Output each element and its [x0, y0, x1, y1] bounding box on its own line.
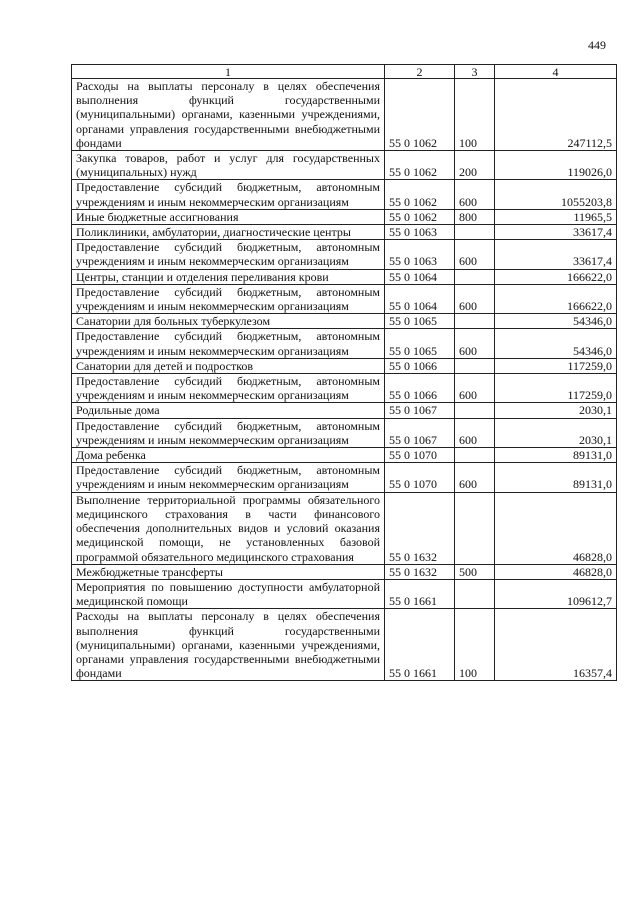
row-code-cell: 55 0 1067 — [385, 418, 455, 447]
table-row — [72, 579, 617, 608]
row-code-cell: 55 0 1062 — [385, 151, 455, 180]
row-type-cell — [455, 314, 495, 329]
table-row — [72, 492, 617, 564]
row-code-cell: 55 0 1063 — [385, 225, 455, 240]
row-type-cell: 600 — [455, 418, 495, 447]
row-amount-cell: 119026,0 — [495, 151, 617, 180]
table-row — [72, 374, 617, 403]
row-type-cell: 100 — [455, 79, 495, 151]
row-type-cell: 500 — [455, 564, 495, 579]
table-row — [72, 314, 617, 329]
row-amount-cell: 1055203,8 — [495, 180, 617, 209]
row-name-cell: Межбюджетные трансферты — [72, 564, 385, 579]
row-code-cell: 55 0 1661 — [385, 579, 455, 608]
row-amount-cell: 2030,1 — [495, 418, 617, 447]
row-code-cell: 55 0 1062 — [385, 79, 455, 151]
table-row — [72, 225, 617, 240]
row-name-cell: Мероприятия по повышению доступности амбулаторной медицинской помощи — [72, 579, 385, 608]
row-amount-cell: 54346,0 — [495, 329, 617, 358]
row-name-cell: Предоставление субсидий бюджетным, автономным учреждениям и иным некоммерческим организациям — [72, 180, 385, 209]
table-row — [72, 180, 617, 209]
row-code-cell: 55 0 1632 — [385, 564, 455, 579]
row-name-cell: Центры, станции и отделения переливания крови — [72, 269, 385, 284]
header-col-2: 2 — [385, 65, 455, 79]
row-code-cell: 55 0 1066 — [385, 374, 455, 403]
row-name-cell: Предоставление субсидий бюджетным, автономным учреждениям и иным некоммерческим организациям — [72, 240, 385, 269]
row-name-cell: Дома ребенка — [72, 448, 385, 463]
row-type-cell — [455, 225, 495, 240]
row-name-cell: Санатории для детей и подростков — [72, 358, 385, 373]
row-code-cell: 55 0 1063 — [385, 240, 455, 269]
row-amount-cell: 2030,1 — [495, 403, 617, 418]
row-type-cell: 100 — [455, 609, 495, 681]
row-amount-cell: 16357,4 — [495, 609, 617, 681]
table-row — [72, 463, 617, 492]
row-code-cell: 55 0 1062 — [385, 180, 455, 209]
row-type-cell: 600 — [455, 180, 495, 209]
row-amount-cell: 166622,0 — [495, 269, 617, 284]
row-type-cell — [455, 579, 495, 608]
row-name-cell: Предоставление субсидий бюджетным, автономным учреждениям и иным некоммерческим организациям — [72, 284, 385, 313]
table-header-row — [72, 65, 617, 79]
table-row — [72, 609, 617, 681]
row-type-cell: 600 — [455, 329, 495, 358]
row-amount-cell: 46828,0 — [495, 564, 617, 579]
row-name-cell: Предоставление субсидий бюджетным, автономным учреждениям и иным некоммерческим организациям — [72, 374, 385, 403]
row-amount-cell: 46828,0 — [495, 492, 617, 564]
row-amount-cell: 166622,0 — [495, 284, 617, 313]
row-amount-cell: 33617,4 — [495, 225, 617, 240]
table-row — [72, 418, 617, 447]
row-code-cell: 55 0 1064 — [385, 284, 455, 313]
page-number: 449 — [588, 38, 606, 52]
row-amount-cell: 54346,0 — [495, 314, 617, 329]
row-type-cell: 600 — [455, 374, 495, 403]
table-row — [72, 448, 617, 463]
header-col-4: 4 — [495, 65, 617, 79]
table-row — [72, 329, 617, 358]
header-col-1: 1 — [72, 65, 385, 79]
row-name-cell: Предоставление субсидий бюджетным, автономным учреждениям и иным некоммерческим организациям — [72, 418, 385, 447]
row-amount-cell: 33617,4 — [495, 240, 617, 269]
table-row — [72, 209, 617, 224]
row-amount-cell: 109612,7 — [495, 579, 617, 608]
row-type-cell — [455, 492, 495, 564]
row-name-cell: Расходы на выплаты персоналу в целях обеспечения выполнения функций государственными (муниципальными) органами, казенными учреждениями, органами управления государственными внебюджетными фондами — [72, 79, 385, 151]
table-row — [72, 284, 617, 313]
row-name-cell: Предоставление субсидий бюджетным, автономным учреждениям и иным некоммерческим организациям — [72, 463, 385, 492]
row-name-cell: Иные бюджетные ассигнования — [72, 209, 385, 224]
row-code-cell: 55 0 1065 — [385, 329, 455, 358]
row-name-cell: Поликлиники, амбулатории, диагностические центры — [72, 225, 385, 240]
table-row — [72, 151, 617, 180]
row-code-cell: 55 0 1067 — [385, 403, 455, 418]
row-amount-cell: 89131,0 — [495, 463, 617, 492]
table-row — [72, 79, 617, 151]
row-code-cell: 55 0 1064 — [385, 269, 455, 284]
row-amount-cell: 247112,5 — [495, 79, 617, 151]
row-type-cell: 600 — [455, 240, 495, 269]
row-name-cell: Родильные дома — [72, 403, 385, 418]
row-name-cell: Закупка товаров, работ и услуг для государственных (муниципальных) нужд — [72, 151, 385, 180]
table-row — [72, 403, 617, 418]
table-row — [72, 240, 617, 269]
table-row — [72, 358, 617, 373]
row-type-cell — [455, 269, 495, 284]
row-name-cell: Расходы на выплаты персоналу в целях обеспечения выполнения функций государственными (муниципальными) органами, казенными учреждениями, органами управления государственными внебюджетными фондами — [72, 609, 385, 681]
row-code-cell: 55 0 1066 — [385, 358, 455, 373]
row-code-cell: 55 0 1661 — [385, 609, 455, 681]
row-amount-cell: 117259,0 — [495, 374, 617, 403]
row-code-cell: 55 0 1065 — [385, 314, 455, 329]
row-amount-cell: 89131,0 — [495, 448, 617, 463]
row-code-cell: 55 0 1632 — [385, 492, 455, 564]
row-type-cell: 600 — [455, 463, 495, 492]
row-code-cell: 55 0 1070 — [385, 463, 455, 492]
row-type-cell: 800 — [455, 209, 495, 224]
row-amount-cell: 11965,5 — [495, 209, 617, 224]
row-code-cell: 55 0 1062 — [385, 209, 455, 224]
row-type-cell: 200 — [455, 151, 495, 180]
row-name-cell: Санатории для больных туберкулезом — [72, 314, 385, 329]
table-row — [72, 269, 617, 284]
budget-table — [71, 64, 617, 681]
row-amount-cell: 117259,0 — [495, 358, 617, 373]
table-row — [72, 564, 617, 579]
header-col-3: 3 — [455, 65, 495, 79]
row-type-cell — [455, 448, 495, 463]
row-name-cell: Предоставление субсидий бюджетным, автономным учреждениям и иным некоммерческим организациям — [72, 329, 385, 358]
row-code-cell: 55 0 1070 — [385, 448, 455, 463]
row-name-cell: Выполнение территориальной программы обязательного медицинского страхования в части финансового обеспечения дополнительных видов и условий оказания медицинской помощи, не установленных базовой программой обязательного медицинского страхования — [72, 492, 385, 564]
table-body — [72, 79, 617, 681]
row-type-cell: 600 — [455, 284, 495, 313]
row-type-cell — [455, 403, 495, 418]
row-type-cell — [455, 358, 495, 373]
